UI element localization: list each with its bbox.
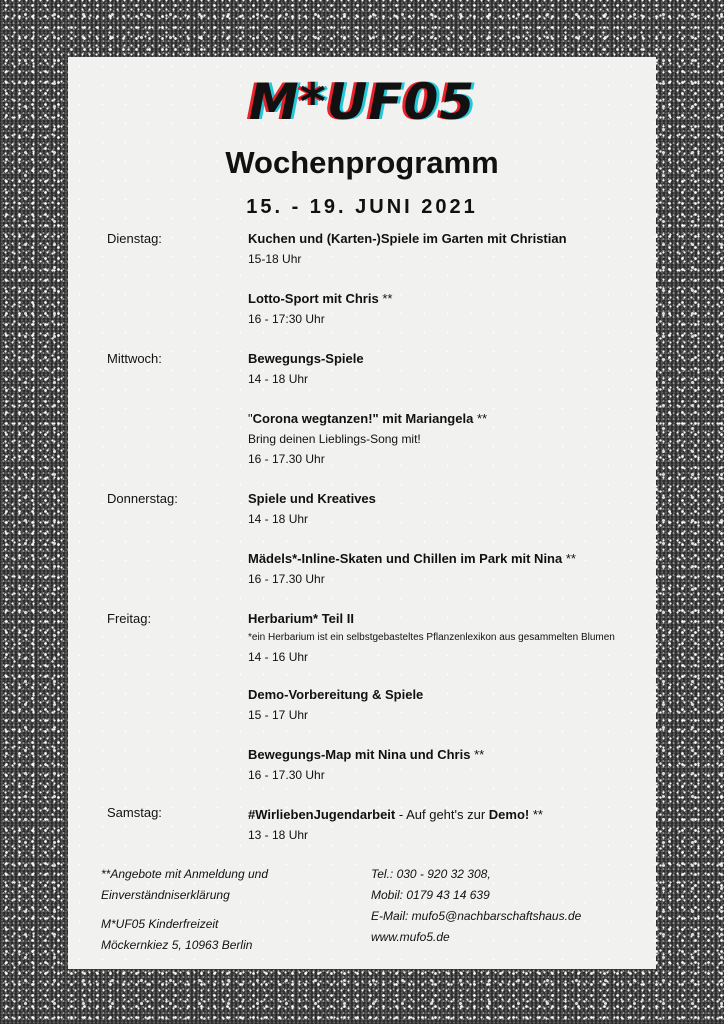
event-title: Kuchen und (Karten-)Spiele im Garten mit Christian: [248, 231, 567, 246]
event-jugendarbeit-demo: [248, 805, 648, 845]
day-label-dienstag: Dienstag:: [107, 231, 162, 246]
event-time: 14 - 18 Uhr: [248, 512, 309, 526]
day-label-mittwoch: Mittwoch:: [107, 351, 162, 366]
event-time: 15-18 Uhr: [248, 252, 302, 266]
event-time: 14 - 16 Uhr: [248, 650, 309, 664]
event-footnote: *ein Herbarium ist ein selbstgebasteltes Pflanzenlexikon aus gesammelten Blumen: [248, 632, 615, 643]
event-time: 16 - 17.30 Uhr: [248, 452, 325, 466]
program-card: [68, 57, 656, 969]
event-title: Demo-Vorbereitung & Spiele: [248, 687, 424, 702]
day-label-donnerstag: Donnerstag:: [107, 491, 178, 506]
event-time: 15 - 17 Uhr: [248, 708, 309, 722]
day-label-samstag: Samstag:: [107, 805, 162, 820]
telephone: Tel.: 030 - 920 32 308,: [371, 867, 491, 881]
footer-note: **Angebote mit Anmeldung und Einverständniserklärung: [101, 867, 269, 902]
event-lotto-sport: [248, 289, 648, 329]
event-kuchen-spiele: [248, 229, 648, 269]
mobile-phone: Mobil: 0179 43 14 639: [371, 888, 490, 902]
date-range: 15. - 19. JUNI 2021: [246, 196, 478, 218]
footer-contact: [371, 864, 581, 948]
event-herbarium: [248, 609, 648, 667]
footer-address: [101, 914, 252, 956]
event-inline-skaten: [248, 549, 648, 589]
event-title: #WirliebenJugendarbeit - Auf geht's zur Demo! **: [248, 807, 543, 822]
mufo5-logo: M*UF05: [248, 73, 476, 131]
event-title: Spiele und Kreatives: [248, 491, 376, 506]
event-time: 16 - 17.30 Uhr: [248, 572, 325, 586]
event-bewegungs-map: [248, 745, 648, 785]
event-spiele-kreatives: [248, 489, 648, 529]
event-bewegungs-spiele: [248, 349, 648, 389]
org-name: M*UF05 Kinderfreizeit: [101, 917, 219, 931]
event-title: Bewegungs-Map mit Nina und Chris **: [248, 747, 485, 762]
day-label-freitag: Freitag:: [107, 611, 152, 626]
page-title: Wochenprogramm: [225, 145, 499, 180]
event-time: 14 - 18 Uhr: [248, 372, 309, 386]
event-title: Mädels*-Inline-Skaten und Chillen im Park mit Nina **: [248, 551, 576, 566]
event-time: 16 - 17:30 Uhr: [248, 312, 325, 326]
street-address: Möckernkiez 5, 10963 Berlin: [101, 938, 253, 952]
event-title: "Corona wegtanzen!" mit Mariangela **: [248, 411, 488, 426]
event-description: Bring deinen Lieblings-Song mit!: [248, 432, 421, 446]
website-link[interactable]: www.mufo5.de: [371, 930, 450, 944]
event-demo-vorbereitung: [248, 685, 648, 725]
event-title: Bewegungs-Spiele: [248, 351, 364, 366]
event-title: Herbarium* Teil II: [248, 611, 354, 626]
event-title: Lotto-Sport mit Chris **: [248, 291, 393, 306]
event-time: 16 - 17.30 Uhr: [248, 768, 325, 782]
email-link[interactable]: E-Mail: mufo5@nachbarschaftshaus.de: [371, 909, 582, 923]
event-corona-wegtanzen: [248, 409, 648, 469]
event-time: 13 - 18 Uhr: [248, 828, 309, 842]
